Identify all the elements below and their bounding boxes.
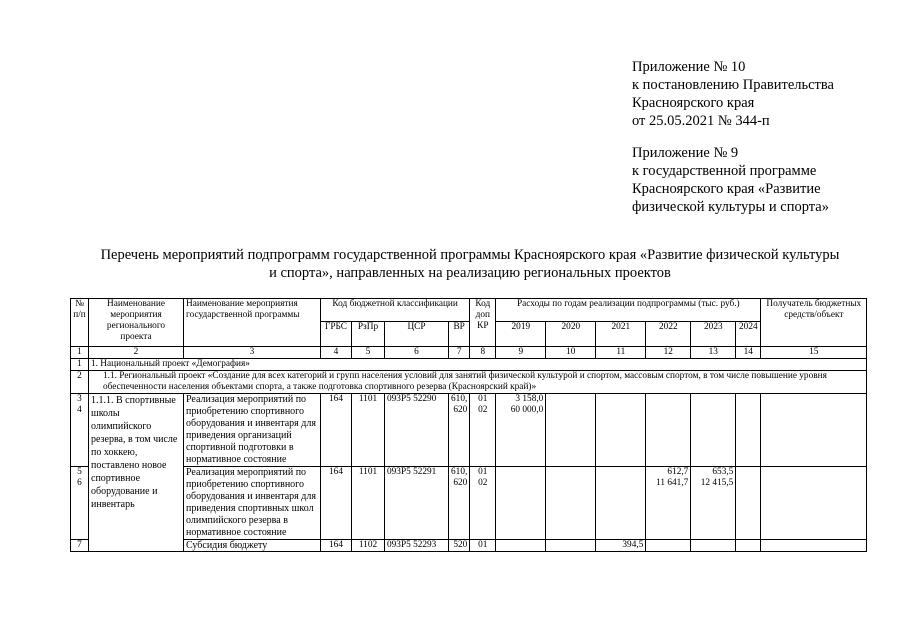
column-number: 4 [321, 347, 352, 359]
column-number: 6 [385, 347, 449, 359]
year-2021-cell [596, 467, 646, 540]
header-row [71, 299, 867, 322]
year-2019-cell [496, 540, 546, 552]
table-row [71, 394, 867, 467]
header-csr: ЦСР [385, 322, 449, 347]
kr-cell: 01 [470, 540, 496, 552]
header-2021: 2021 [596, 322, 646, 347]
appendix-10-line: к постановлению Правительства [632, 77, 834, 93]
row-number-pair [71, 394, 89, 467]
year-2022-cell [646, 540, 691, 552]
column-number: 7 [449, 347, 470, 359]
header-budget-code: Код бюджетной классификации [321, 299, 470, 322]
row-number: 5 [77, 467, 82, 477]
rzpr-cell: 1101 [352, 467, 385, 540]
header-2023: 2023 [691, 322, 736, 347]
year-2024-cell [736, 540, 761, 552]
year-2022-cell [646, 394, 691, 467]
year-2023-cell [691, 467, 736, 540]
header-2024: 2024 [736, 322, 761, 347]
kr-value: 02 [478, 405, 488, 415]
rzpr-cell: 1102 [352, 540, 385, 552]
national-project-label: 1. Национальный проект «Демография» [89, 359, 867, 371]
vr-value: 610, [451, 467, 468, 477]
appendix-9-block [632, 144, 892, 216]
header-grbs: ГРБС [321, 322, 352, 347]
header-num: № п/п [71, 299, 89, 347]
vr-value: 620 [453, 478, 468, 488]
row-number-pair [71, 467, 89, 540]
kr-value: 01 [478, 394, 488, 404]
appendix-9-line: Приложение № 9 [632, 145, 739, 161]
document-title [60, 246, 880, 282]
header-recipient: Получатель бюджетных средств/объект [761, 299, 867, 347]
appendix-9-line: физической культуры и спорта» [632, 199, 829, 215]
year-2020-cell [546, 394, 596, 467]
header-2019: 2019 [496, 322, 546, 347]
header-expenses: Расходы по годам реализации подпрограммы (тыс. руб.) [496, 299, 761, 322]
appendix-10-line: от 25.05.2021 № 344-п [632, 113, 770, 129]
program-measure-name: Реализация мероприятий по приобретению спортивного оборудования и инвентаря для приведения спортивных школ олимпийского резерва в нормативное состояние [184, 467, 321, 540]
header-2022: 2022 [646, 322, 691, 347]
kr-value: 01 [478, 467, 488, 477]
appendix-10-block [632, 58, 892, 130]
vr-value: 620 [453, 405, 468, 415]
header-extra-code: Код доп КР [470, 299, 496, 347]
year-2021-cell [596, 394, 646, 467]
csr-cell: 093Р5 52293 [385, 540, 449, 552]
year-value: 653,5 [712, 467, 734, 477]
year-value: 612,7 [667, 467, 689, 477]
column-number: 12 [646, 347, 691, 359]
year-2020-cell [546, 540, 596, 552]
kr-cell [470, 394, 496, 467]
column-number: 13 [691, 347, 736, 359]
column-number-row [71, 347, 867, 359]
year-2021-cell: 394,5 [596, 540, 646, 552]
vr-cell [449, 467, 470, 540]
csr-cell: 093Р5 52291 [385, 467, 449, 540]
column-number: 15 [761, 347, 867, 359]
grbs-cell: 164 [321, 467, 352, 540]
column-number: 2 [89, 347, 184, 359]
table-row [71, 371, 867, 394]
document-title-line: Перечень мероприятий подпрограмм государственной программы Красноярского края «Развитие физической культуры [100, 247, 840, 263]
header-reg-project: Наименование мероприятия регионального проекта [89, 299, 184, 347]
year-value: 60 000,0 [510, 405, 544, 415]
year-value: 12 415,5 [700, 478, 734, 488]
year-2022-cell [646, 467, 691, 540]
table-row [71, 540, 867, 552]
regional-project-label: 1.1. Региональный проект «Создание для всех категорий и групп населения условий для занятий физической культурой и спортом, массовым спортом, в том числе повышение уровня обеспеченности населения объектами спорта, а также подготовка спортивного резерва (Красноярский край)» [89, 371, 867, 394]
year-2019-cell [496, 394, 546, 467]
row-number: 4 [77, 405, 82, 415]
row-number: 1 [71, 359, 89, 371]
header-2020: 2020 [546, 322, 596, 347]
year-2023-cell [691, 540, 736, 552]
row-number: 3 [77, 394, 82, 404]
regional-measure-text: 1.1.1. В спортивные школы олимпийского резерва, в том числе по хоккею, поставлено новое спортивное оборудование и инвентарь [89, 394, 184, 552]
year-value: 11 641,7 [656, 478, 689, 488]
appendix-10-line: Красноярского края [632, 95, 755, 111]
recipient-cell [761, 467, 867, 540]
kr-cell [470, 467, 496, 540]
grbs-cell: 164 [321, 394, 352, 467]
year-2023-cell [691, 394, 736, 467]
program-measure-name: Реализация мероприятий по приобретению спортивного оборудования и инвентаря для приведения организаций спортивной подготовки в нормативное состояние [184, 394, 321, 467]
column-number: 5 [352, 347, 385, 359]
row-number: 6 [77, 478, 82, 488]
appendix-10-line: Приложение № 10 [632, 59, 746, 75]
column-number: 14 [736, 347, 761, 359]
vr-value: 610, [451, 394, 468, 404]
vr-cell: 520 [449, 540, 470, 552]
csr-cell: 093Р5 52290 [385, 394, 449, 467]
document-title-line: и спорта», направленных на реализацию региональных проектов [269, 265, 671, 281]
column-number: 8 [470, 347, 496, 359]
recipient-cell [761, 540, 867, 552]
appendix-9-line: к государственной программе [632, 163, 817, 179]
year-2024-cell [736, 394, 761, 467]
year-2019-cell [496, 467, 546, 540]
program-measure-name: Субсидия бюджету [184, 540, 321, 552]
year-value: 3 158,0 [515, 394, 544, 404]
row-number: 2 [71, 371, 89, 394]
row-number: 7 [71, 540, 89, 552]
measures-table [70, 298, 867, 552]
rzpr-cell: 1101 [352, 394, 385, 467]
column-number: 9 [496, 347, 546, 359]
year-2020-cell [546, 467, 596, 540]
table-row [71, 467, 867, 540]
header-gov-program: Наименование мероприятия государственной программы [184, 299, 321, 347]
recipient-cell [761, 394, 867, 467]
table-row [71, 359, 867, 371]
year-2024-cell [736, 467, 761, 540]
grbs-cell: 164 [321, 540, 352, 552]
column-number: 3 [184, 347, 321, 359]
kr-value: 02 [478, 478, 488, 488]
column-number: 1 [71, 347, 89, 359]
vr-cell [449, 394, 470, 467]
header-vr: ВР [449, 322, 470, 347]
appendix-9-line: Красноярского края «Развитие [632, 181, 821, 197]
column-number: 11 [596, 347, 646, 359]
header-rzpr: РзПр [352, 322, 385, 347]
column-number: 10 [546, 347, 596, 359]
